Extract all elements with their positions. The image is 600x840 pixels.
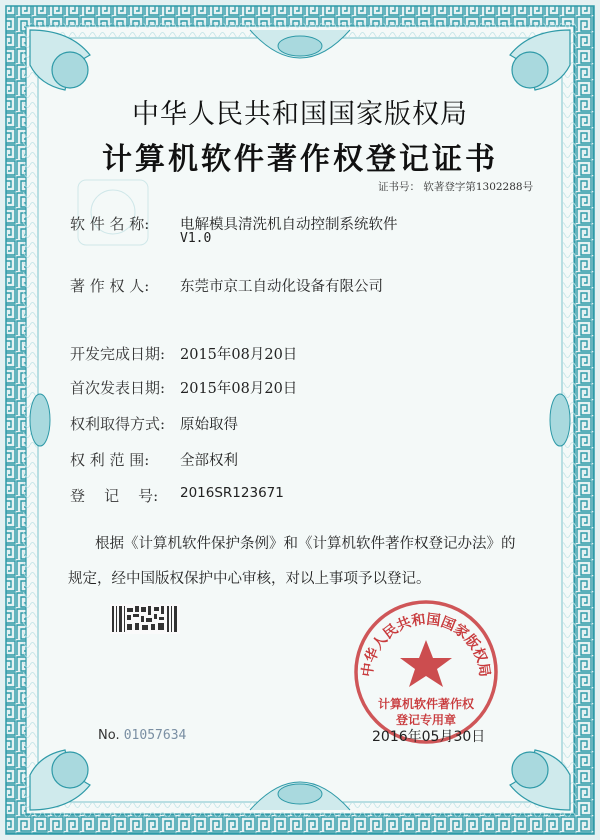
first-publish-date-label: 首次发表日期: (70, 379, 166, 397)
first-publish-date-value: 2015年08月20日 (180, 381, 298, 397)
serial-value: 01057634 (123, 728, 187, 743)
statement-line-2: 规定，经中国版权保护中心审核，对以上事项予以登记。 (68, 571, 431, 587)
software-name-value: 电解模具清洗机自动控制系统软件 (180, 217, 398, 233)
star-icon (400, 640, 452, 687)
completion-date-value: 2015年08月20日 (180, 347, 298, 363)
barcode-image (110, 604, 180, 634)
statement-line-1: 根据《计算机软件保护条例》和《计算机软件著作权登记办法》的 (95, 536, 516, 552)
official-seal (352, 598, 500, 746)
registration-number-label: 登 记 号: (70, 487, 159, 505)
rights-scope-label: 权 利 范 围: (70, 451, 150, 469)
seal-line-2: 登记专用章 (395, 713, 457, 727)
software-version-value: V1.0 (180, 231, 212, 246)
completion-date-label: 开发完成日期: (70, 345, 166, 363)
software-name-label: 软 件 名 称: (70, 215, 150, 233)
serial-number (98, 728, 186, 743)
issuing-authority: 中华人民共和国国家版权局 (132, 99, 468, 130)
seal-arc-text: 中华人民共和国国家版权局 (359, 611, 493, 678)
serial-prefix: No. (98, 728, 120, 743)
seal-line-1: 计算机软件著作权 (377, 697, 475, 711)
copyright-owner-value: 东莞市京工自动化设备有限公司 (180, 279, 383, 295)
certificate-number: 证书号： 软著登字第1302288号 (378, 181, 534, 193)
rights-scope-value: 全部权利 (180, 453, 238, 469)
acquisition-method-value: 原始取得 (180, 417, 238, 433)
certificate-title: 计算机软件著作权登记证书 (102, 142, 498, 177)
issue-date: 2016年05月30日 (372, 729, 486, 745)
acquisition-method-label: 权利取得方式: (70, 415, 166, 433)
registration-number-value: 2016SR123671 (180, 485, 284, 501)
copyright-owner-label: 著 作 权 人: (70, 277, 150, 295)
